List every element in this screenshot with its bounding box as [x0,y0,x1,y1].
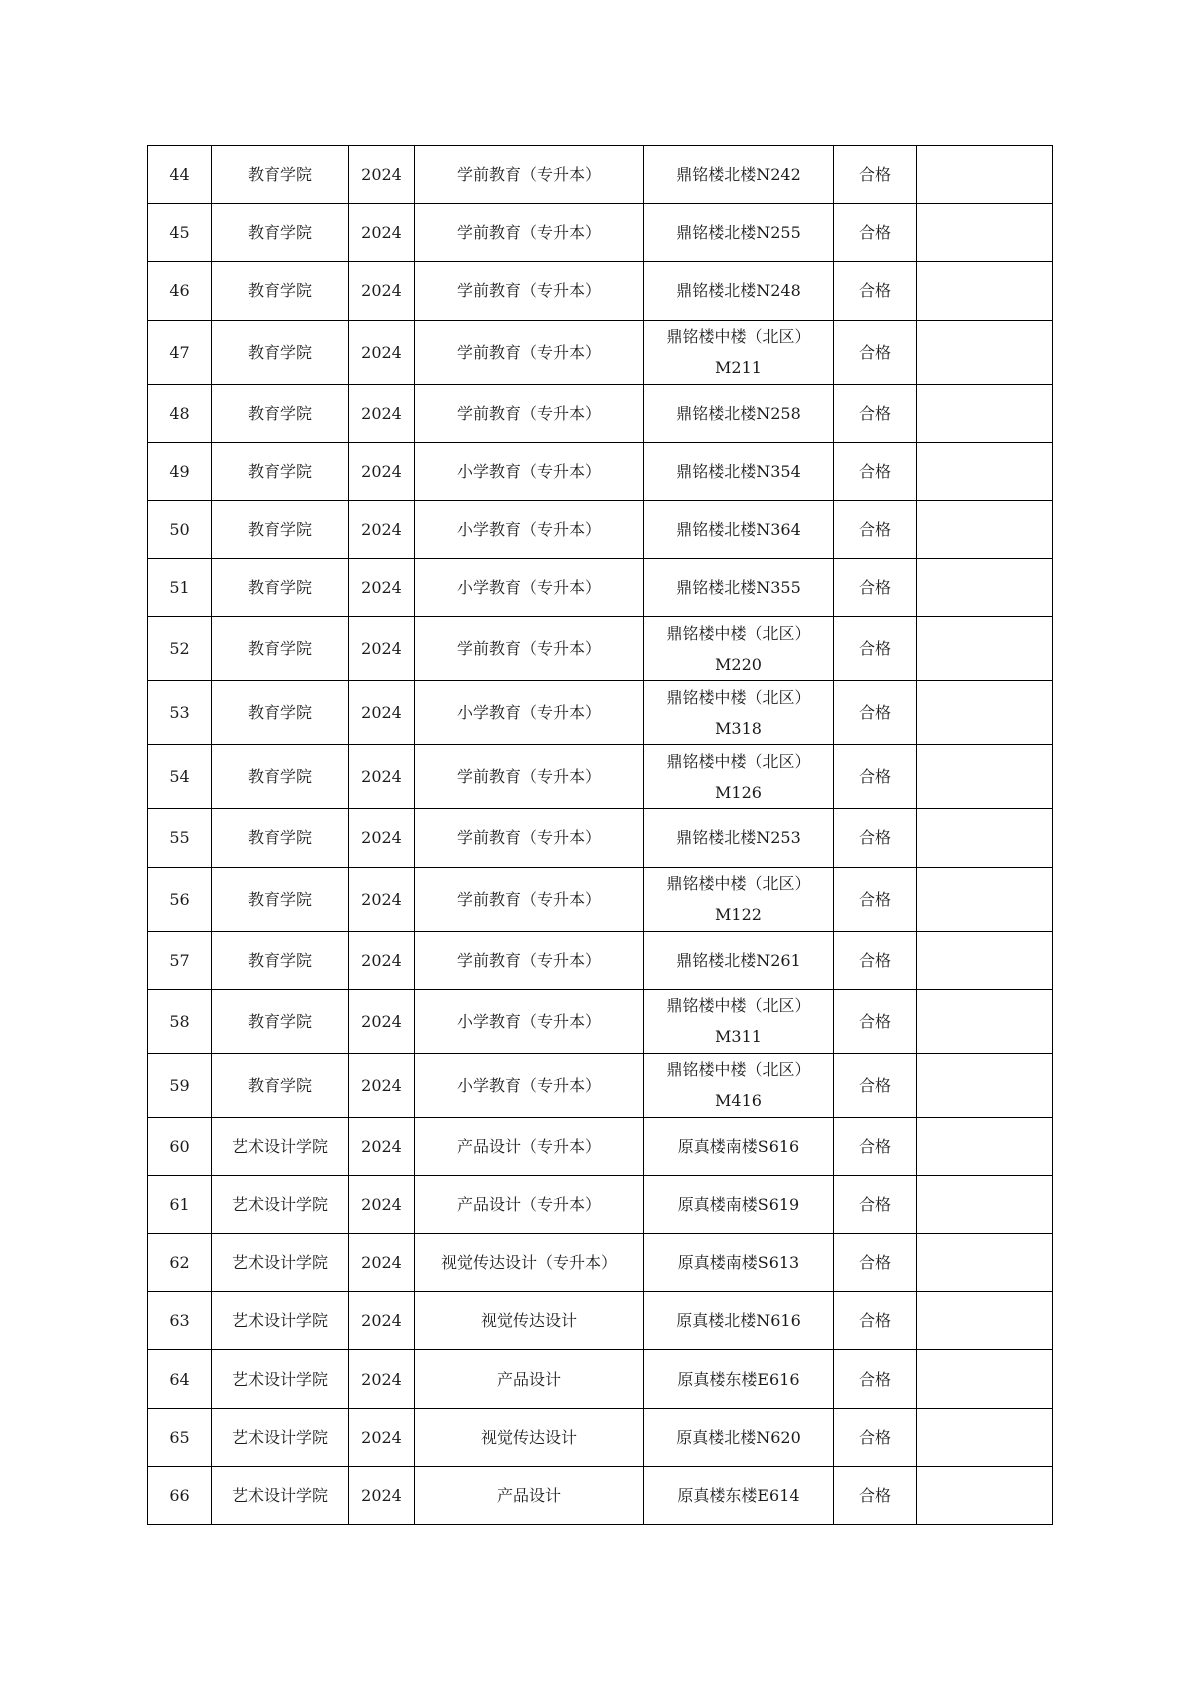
cell-serial-number: 63 [148,1292,212,1350]
cell-result: 合格 [834,559,917,617]
cell-major: 产品设计（专升本） [415,1175,644,1233]
table-row [148,442,1053,500]
cell-room [644,1350,834,1408]
cell-note [917,1234,1053,1292]
cell-college: 教育学院 [212,1053,349,1117]
cell-serial-number: 51 [148,559,212,617]
cell-college: 艺术设计学院 [212,1350,349,1408]
cell-room [644,1408,834,1466]
table-row [148,1175,1053,1233]
cell-result: 合格 [834,745,917,809]
table-row [148,262,1053,320]
room-line: 原真楼南楼S613 [677,1253,800,1273]
cell-major: 学前教育（专升本） [415,809,644,867]
cell-note [917,204,1053,262]
table-row [148,1053,1053,1117]
cell-serial-number: 65 [148,1408,212,1466]
cell-room [644,617,834,681]
cell-note [917,1466,1053,1524]
cell-room [644,809,834,867]
cell-note [917,1175,1053,1233]
cell-result: 合格 [834,500,917,558]
room-line: 原真楼东楼E616 [677,1369,800,1389]
cell-major: 小学教育（专升本） [415,559,644,617]
room-line: 鼎铭楼北楼N355 [676,578,801,598]
cell-note [917,809,1053,867]
cell-year: 2024 [349,204,415,262]
cell-result: 合格 [834,320,917,384]
cell-year: 2024 [349,1053,415,1117]
cell-year: 2024 [349,1117,415,1175]
cell-note [917,1117,1053,1175]
room-line: 原真楼南楼S619 [677,1194,800,1214]
cell-college: 教育学院 [212,384,349,442]
cell-room [644,989,834,1053]
cell-serial-number: 52 [148,617,212,681]
table-row [148,931,1053,989]
room-line: 原真楼东楼E614 [677,1485,800,1505]
cell-serial-number: 66 [148,1466,212,1524]
cell-result: 合格 [834,1117,917,1175]
cell-serial-number: 60 [148,1117,212,1175]
room-line: 原真楼北楼N620 [676,1427,801,1447]
cell-note [917,559,1053,617]
cell-result: 合格 [834,867,917,931]
room-line: 鼎铭楼中楼（北区） [666,751,811,771]
cell-major: 视觉传达设计（专升本） [415,1234,644,1292]
cell-major: 产品设计 [415,1350,644,1408]
cell-major: 小学教育（专升本） [415,989,644,1053]
cell-result: 合格 [834,1053,917,1117]
room-line: 原真楼南楼S616 [677,1136,800,1156]
cell-result: 合格 [834,262,917,320]
cell-major: 学前教育（专升本） [415,867,644,931]
room-line: 原真楼北楼N616 [676,1311,801,1331]
table-row [148,867,1053,931]
table-row [148,1292,1053,1350]
cell-major: 视觉传达设计 [415,1408,644,1466]
cell-result: 合格 [834,1234,917,1292]
room-line: 鼎铭楼北楼N253 [676,828,801,848]
cell-year: 2024 [349,559,415,617]
cell-year: 2024 [349,320,415,384]
cell-college: 教育学院 [212,867,349,931]
cell-note [917,745,1053,809]
cell-room [644,745,834,809]
cell-result: 合格 [834,681,917,745]
cell-college: 艺术设计学院 [212,1408,349,1466]
cell-room [644,442,834,500]
room-line: 鼎铭楼中楼（北区） [666,623,811,643]
cell-year: 2024 [349,1466,415,1524]
room-line: 鼎铭楼北楼N248 [676,281,801,301]
cell-result: 合格 [834,1350,917,1408]
cell-serial-number: 61 [148,1175,212,1233]
cell-result: 合格 [834,617,917,681]
cell-result: 合格 [834,931,917,989]
cell-result: 合格 [834,1408,917,1466]
cell-room [644,1117,834,1175]
room-line: 鼎铭楼中楼（北区） [666,1060,811,1080]
cell-note [917,1292,1053,1350]
cell-note [917,320,1053,384]
cell-room [644,867,834,931]
cell-note [917,1053,1053,1117]
cell-college: 教育学院 [212,681,349,745]
room-line: 鼎铭楼北楼N258 [676,403,801,423]
cell-year: 2024 [349,1292,415,1350]
cell-college: 教育学院 [212,146,349,204]
cell-note [917,146,1053,204]
cell-room [644,931,834,989]
table-row [148,681,1053,745]
room-line: M311 [715,1027,762,1047]
room-line: 鼎铭楼北楼N255 [676,223,801,243]
cell-serial-number: 59 [148,1053,212,1117]
cell-major: 小学教育（专升本） [415,1053,644,1117]
cell-year: 2024 [349,1175,415,1233]
cell-serial-number: 54 [148,745,212,809]
cell-year: 2024 [349,931,415,989]
table-row [148,146,1053,204]
cell-college: 教育学院 [212,500,349,558]
table-row [148,809,1053,867]
table-row [148,989,1053,1053]
cell-college: 教育学院 [212,204,349,262]
cell-year: 2024 [349,989,415,1053]
cell-room [644,500,834,558]
room-line: M416 [715,1091,762,1111]
cell-room [644,1053,834,1117]
cell-year: 2024 [349,867,415,931]
cell-major: 视觉传达设计 [415,1292,644,1350]
cell-serial-number: 49 [148,442,212,500]
cell-result: 合格 [834,384,917,442]
cell-major: 学前教育（专升本） [415,320,644,384]
cell-year: 2024 [349,1408,415,1466]
room-line: 鼎铭楼北楼N261 [676,950,801,970]
table-row [148,559,1053,617]
cell-college: 教育学院 [212,320,349,384]
table-row [148,320,1053,384]
table-row [148,1350,1053,1408]
cell-serial-number: 48 [148,384,212,442]
cell-serial-number: 45 [148,204,212,262]
cell-note [917,617,1053,681]
cell-college: 艺术设计学院 [212,1292,349,1350]
cell-college: 教育学院 [212,617,349,681]
room-line: 鼎铭楼北楼N242 [676,165,801,185]
cell-college: 艺术设计学院 [212,1117,349,1175]
room-line: M126 [715,782,762,802]
cell-result: 合格 [834,1175,917,1233]
room-line: 鼎铭楼中楼（北区） [666,996,811,1016]
cell-college: 艺术设计学院 [212,1234,349,1292]
table-row [148,1408,1053,1466]
cell-serial-number: 58 [148,989,212,1053]
cell-major: 学前教育（专升本） [415,262,644,320]
table-row [148,1117,1053,1175]
cell-year: 2024 [349,262,415,320]
room-line: 鼎铭楼北楼N354 [676,461,801,481]
cell-room [644,1175,834,1233]
room-line: M318 [715,718,762,738]
table-row [148,745,1053,809]
cell-room [644,1292,834,1350]
cell-year: 2024 [349,384,415,442]
cell-note [917,500,1053,558]
cell-college: 教育学院 [212,745,349,809]
cell-result: 合格 [834,1466,917,1524]
cell-major: 学前教育（专升本） [415,745,644,809]
cell-serial-number: 53 [148,681,212,745]
cell-major: 学前教育（专升本） [415,617,644,681]
cell-major: 小学教育（专升本） [415,681,644,745]
cell-college: 艺术设计学院 [212,1466,349,1524]
cell-serial-number: 64 [148,1350,212,1408]
cell-result: 合格 [834,989,917,1053]
inspection-results-table [147,145,1053,1525]
cell-room [644,204,834,262]
cell-year: 2024 [349,745,415,809]
cell-result: 合格 [834,146,917,204]
room-line: M220 [715,654,762,674]
cell-major: 小学教育（专升本） [415,500,644,558]
room-line: M211 [715,358,762,378]
cell-note [917,681,1053,745]
cell-college: 教育学院 [212,442,349,500]
cell-year: 2024 [349,1234,415,1292]
cell-note [917,1350,1053,1408]
table-row [148,500,1053,558]
cell-college: 教育学院 [212,989,349,1053]
cell-serial-number: 62 [148,1234,212,1292]
cell-major: 小学教育（专升本） [415,442,644,500]
cell-note [917,442,1053,500]
cell-major: 产品设计 [415,1466,644,1524]
cell-major: 学前教育（专升本） [415,146,644,204]
cell-room [644,146,834,204]
cell-result: 合格 [834,442,917,500]
room-line: 鼎铭楼中楼（北区） [666,874,811,893]
table-body [148,146,1053,1525]
cell-room [644,681,834,745]
cell-result: 合格 [834,204,917,262]
cell-note [917,931,1053,989]
cell-result: 合格 [834,809,917,867]
cell-note [917,1408,1053,1466]
cell-major: 学前教育（专升本） [415,204,644,262]
cell-result: 合格 [834,1292,917,1350]
cell-room [644,559,834,617]
cell-college: 教育学院 [212,809,349,867]
cell-serial-number: 46 [148,262,212,320]
table-row [148,204,1053,262]
cell-year: 2024 [349,1350,415,1408]
cell-serial-number: 47 [148,320,212,384]
cell-college: 教育学院 [212,931,349,989]
cell-year: 2024 [349,146,415,204]
room-line: 鼎铭楼北楼N364 [676,520,801,540]
cell-room [644,320,834,384]
cell-major: 学前教育（专升本） [415,931,644,989]
cell-college: 教育学院 [212,262,349,320]
cell-major: 学前教育（专升本） [415,384,644,442]
cell-year: 2024 [349,442,415,500]
table-row [148,1234,1053,1292]
cell-year: 2024 [349,500,415,558]
cell-serial-number: 57 [148,931,212,989]
cell-room [644,1234,834,1292]
cell-note [917,989,1053,1053]
cell-year: 2024 [349,617,415,681]
cell-serial-number: 50 [148,500,212,558]
room-line: M122 [715,905,762,924]
cell-room [644,384,834,442]
cell-room [644,262,834,320]
cell-college: 教育学院 [212,559,349,617]
room-line: 鼎铭楼中楼（北区） [666,327,811,347]
cell-note [917,384,1053,442]
table-row [148,1466,1053,1524]
cell-note [917,262,1053,320]
cell-note [917,867,1053,931]
cell-major: 产品设计（专升本） [415,1117,644,1175]
table-row [148,617,1053,681]
cell-room [644,1466,834,1524]
cell-serial-number: 55 [148,809,212,867]
cell-year: 2024 [349,681,415,745]
table-row [148,384,1053,442]
room-line: 鼎铭楼中楼（北区） [666,687,811,707]
cell-serial-number: 56 [148,867,212,931]
cell-serial-number: 44 [148,146,212,204]
cell-college: 艺术设计学院 [212,1175,349,1233]
cell-year: 2024 [349,809,415,867]
